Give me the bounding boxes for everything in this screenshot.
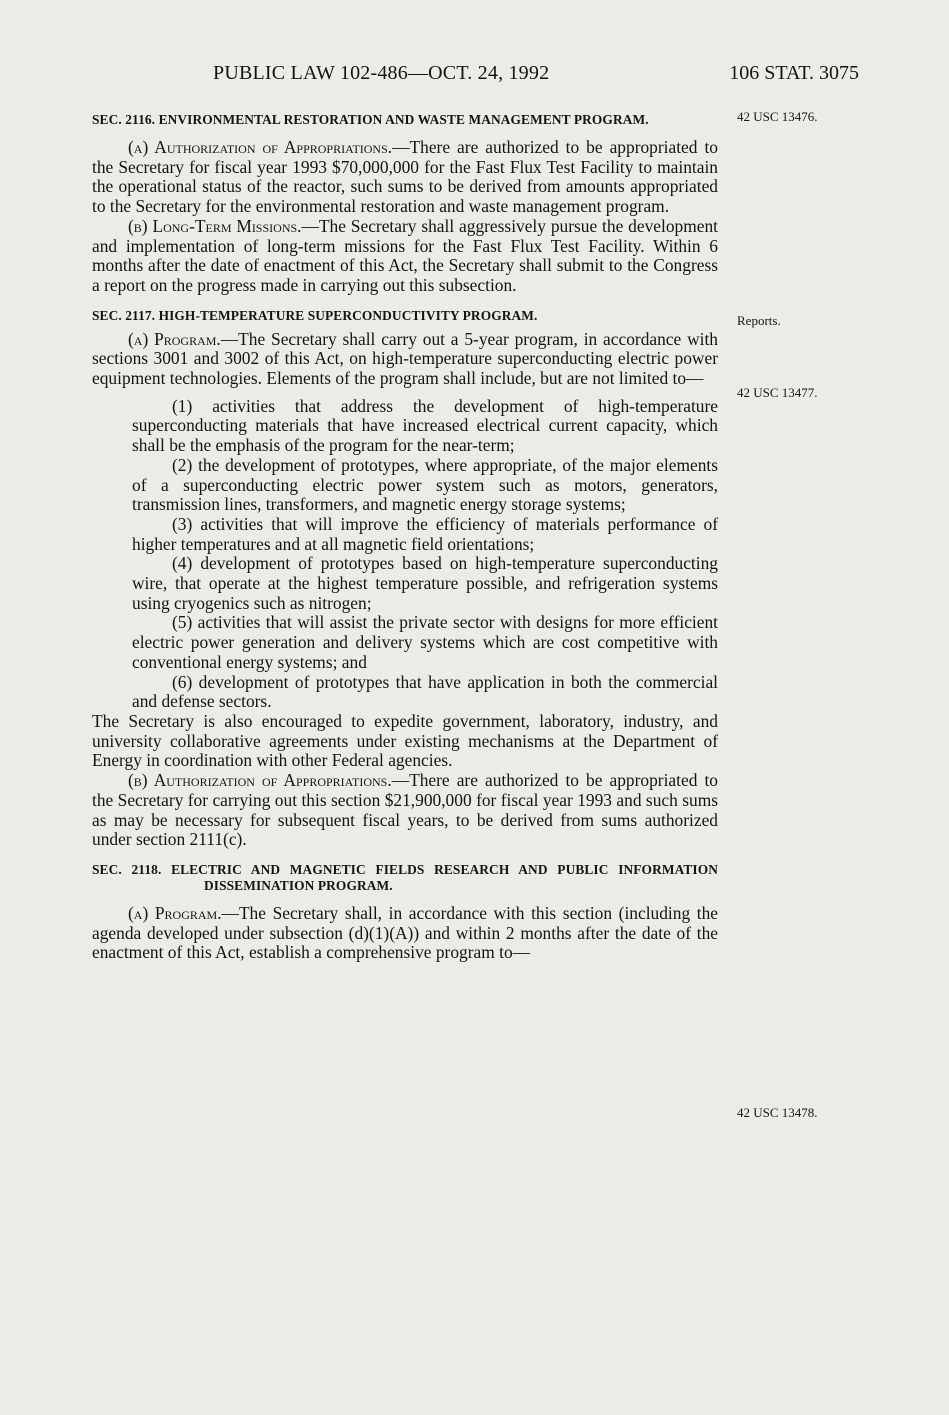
section-2116-heading: SEC. 2116. ENVIRONMENTAL RESTORATION AND WASTE MANAGEMENT PROGRAM. [92,112,649,127]
document-body [92,112,718,963]
list-item: (5) activities that will assist the private sector with designs for more efficient electric power generation and delivery systems which are cost competitive with conventional energy systems; and [132,612,718,672]
margin-note-usc-13476: 42 USC 13476. [737,109,818,124]
subsection-caption: (a) Program. [128,902,222,923]
section-2116-subsection-a [92,138,718,217]
section-2116-subsection-b [92,217,718,296]
section-2117-subsection-b [92,771,718,850]
subsection-text: —The Secretary shall aggressively pursue the development and implementation of long-term missions for the Fast Flux Test Facility. Within 6 months after the date of enactment of this Act, the Secretary shall submit to the Congress a report on the progress made in carrying out this subsection. [92,215,718,295]
section-2117-heading: SEC. 2117. HIGH-TEMPERATURE SUPERCONDUCTIVITY PROGRAM. [92,307,538,323]
list-item: (6) development of prototypes that have application in both the commercial and defense sectors. [132,671,718,712]
subsection-caption: (b) Authorization of Appropriations. [128,770,392,791]
section-2117-subsection-a [92,330,718,389]
margin-note-usc-13478: 42 USC 13478. [737,1105,818,1120]
margin-note-usc-13477: 42 USC 13477. [737,385,818,400]
subsection-text: —The Secretary shall carry out a 5-year program, in accordance with sections 3001 and 3002 of this Act, on high-temperature superconducting electric power equipment technologies. Elements of the program shall include, but are not limited to— [92,328,718,389]
subsection-caption: (a) Authorization of Appropriations. [128,137,393,157]
list-item: (1) activities that address the development of high-temperature superconducting materials that have increased electrical current capacity, which shall be the emphasis of the program for the near-term; [132,395,718,456]
subsection-caption: (b) Long-Term Missions. [128,215,302,236]
section-2118-subsection-a [92,904,718,963]
program-elements-list [92,397,718,712]
list-item: (3) activities that will improve the efficiency of materials performance of higher temperatures and at all magnetic field orientations; [132,513,718,554]
stat-page-number: 106 STAT. 3075 [729,62,859,84]
subsection-text: —The Secretary shall, in accordance with this section (including the agenda developed under subsection (d)(1)(A)) and within 2 months after the date of the enactment of this Act, establish a comprehensive program to— [92,902,718,963]
margin-note-reports: Reports. [737,313,781,328]
list-item: (4) development of prototypes based on high-temperature superconducting wire, that operate at the highest temperature possible, and refrigeration systems using cryogenics such as nitrogen; [132,553,718,613]
subsection-text: —There are authorized to be appropriated to the Secretary for fiscal year 1993 $70,000,000 for the Fast Flux Test Facility to maintain the operational status of the reactor, such sums to be derived from amounts appropriated to the Secretary for the environmental restoration and waste management program. [92,137,718,217]
section-2118-heading: SEC. 2118. ELECTRIC AND MAGNETIC FIELDS RESEARCH AND PUBLIC INFORMATION DISSEMINATION PROGRAM. [92,861,718,893]
list-item: (2) the development of prototypes, where appropriate, of the major elements of a superconducting electric power system such as motors, generators, transmission lines, transformers, and magnetic energy storage systems; [132,454,718,515]
public-law-citation: PUBLIC LAW 102-486—OCT. 24, 1992 [213,62,550,84]
subsection-caption: (a) Program. [128,328,221,349]
section-2117-closing-paragraph: The Secretary is also encouraged to expedite government, laboratory, industry, and university collaborative agreements under existing mechanisms at the Department of Energy in coordination with other Federal agencies. [92,710,718,771]
running-head [213,62,859,88]
subsection-text: —There are authorized to be appropriated to the Secretary for carrying out this section $21,900,000 for fiscal year 1993 and such sums as may be necessary for subsequent fiscal years, to be derived from sums authorized under section 2111(c). [92,770,718,850]
